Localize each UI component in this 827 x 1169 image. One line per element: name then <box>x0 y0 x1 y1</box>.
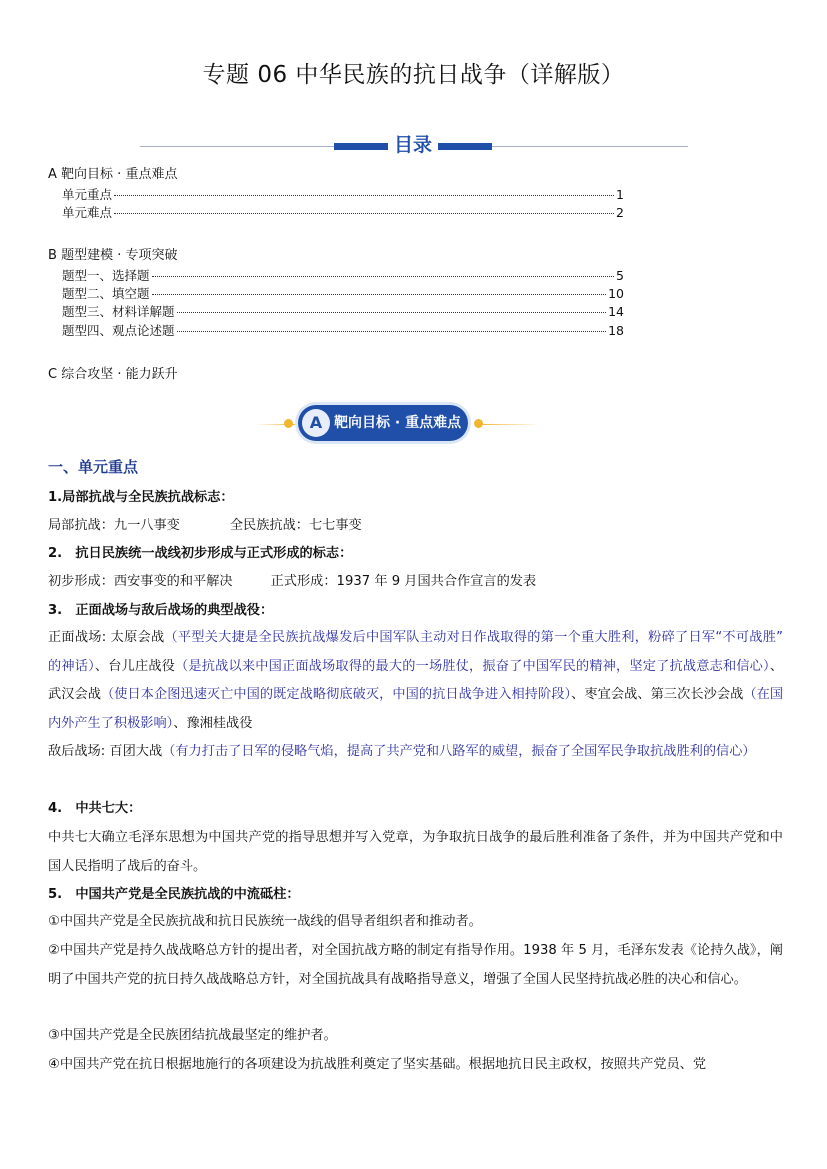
toc-label: 目录 <box>393 134 432 156</box>
banner-dot-left <box>284 419 293 428</box>
toc-section-b[interactable] <box>48 244 177 263</box>
toc-rule-right <box>492 146 688 147</box>
toc-bar-right <box>438 143 492 150</box>
toc-bar-left <box>334 143 388 150</box>
point-3-title: 3. 正面战场与敌后战场的典型战役： <box>48 603 274 618</box>
toc-rule-left <box>140 146 334 147</box>
toc-section-name: 靶向目标 · 重点难点 <box>61 167 178 182</box>
point-3-rear: 敌后战场: 百团大战（有力打击了日军的侵略气焰，提高了共产党和八路军的威望，振奋了全国军民争取抗战胜利的信心） <box>48 744 756 759</box>
toc-section-a[interactable] <box>48 163 177 182</box>
point-5-item-3: ③中国共产党是全民族团结抗战最坚定的维护者。 <box>48 1028 337 1043</box>
banner-text: 靶向目标 · 重点难点 <box>334 415 462 431</box>
section-banner <box>298 405 468 441</box>
section-heading: 一、单元重点 <box>48 458 139 476</box>
toc-item[interactable]: 单元重点 1 <box>62 187 624 202</box>
toc-item[interactable]: 题型二、填空题 10 <box>62 286 624 301</box>
point-1-body: 局部抗战：九一八事变 全民族抗战：七七事变 <box>48 518 362 533</box>
toc-item[interactable]: 题型四、观点论述题 18 <box>62 323 624 338</box>
document-title: 专题 06 中华民族的抗日战争（详解版） <box>202 62 625 88</box>
banner-line-right <box>480 424 540 425</box>
toc-item[interactable]: 题型一、选择题 5 <box>62 268 624 283</box>
banner-badge: A <box>302 409 330 437</box>
toc-section-name: 综合攻坚 · 能力跃升 <box>61 367 178 382</box>
point-4-title: 4. 中共七大： <box>48 801 142 816</box>
point-4-body: 中共七大确立毛泽东思想为中国共产党的指导思想并写入党章，为争取抗日战争的最后胜利准备了条件，并为中国共产党和中国人民指明了战后的奋斗。 <box>48 830 783 874</box>
point-5-title: 5. 中国共产党是全民族抗战的中流砥柱： <box>48 887 300 902</box>
toc-section-letter: B <box>48 248 57 263</box>
point-1-title: 1.局部抗战与全民族抗战标志： <box>48 490 234 505</box>
point-5-item-2: ②中国共产党是持久战战略总方针的提出者，对全国抗战方略的制定有指导作用。1938 年 5 月，毛泽东发表《论持久战》，阐明了中国共产党的抗日持久战战略总方针，对全国抗战具有战略指导意义，增强了全国人民坚持抗战必胜的决心和信心。 <box>48 943 783 987</box>
point-2-title: 2. 抗日民族统一战线初步形成与正式形成的标志： <box>48 546 353 561</box>
toc-section-name: 题型建模 · 专项突破 <box>61 248 178 263</box>
toc-section-c[interactable] <box>48 363 178 382</box>
point-2-body: 初步形成：西安事变的和平解决 正式形成：1937 年 9 月国共合作宣言的发表 <box>48 574 537 589</box>
point-3-front: 正面战场: 太原会战（平型关大捷是全民族抗战爆发后中国军队主动对日作战取得的第一个重大胜利，粉碎了日军“不可战胜” 的神话）、台儿庄战役（是抗战以来中国正面战场取得的最大的一场胜仗，振奋了中国军民的精神，坚定了抗战意志和信心）、武汉会战（使日本企图迅速灭亡中国的既定战略彻底破灭，中国的抗日战争进入相持阶段）、枣宜会战、第三次长沙会战（在国内外产生了积极影响）、豫湘桂战役 <box>48 630 784 731</box>
toc-item[interactable]: 题型三、材料详解题 14 <box>62 304 624 319</box>
toc-item[interactable]: 单元难点 2 <box>62 205 624 220</box>
point-5-item-1: ①中国共产党是全民族抗战和抗日民族统一战线的倡导者组织者和推动者。 <box>48 914 482 929</box>
toc-section-letter: A <box>48 167 57 182</box>
toc-section-letter: C <box>48 367 58 382</box>
point-5-item-4: ④中国共产党在抗日根据地施行的各项建设为抗战胜利奠定了坚实基础。根据地抗日民主政权，按照共产党员、党 <box>48 1057 707 1072</box>
